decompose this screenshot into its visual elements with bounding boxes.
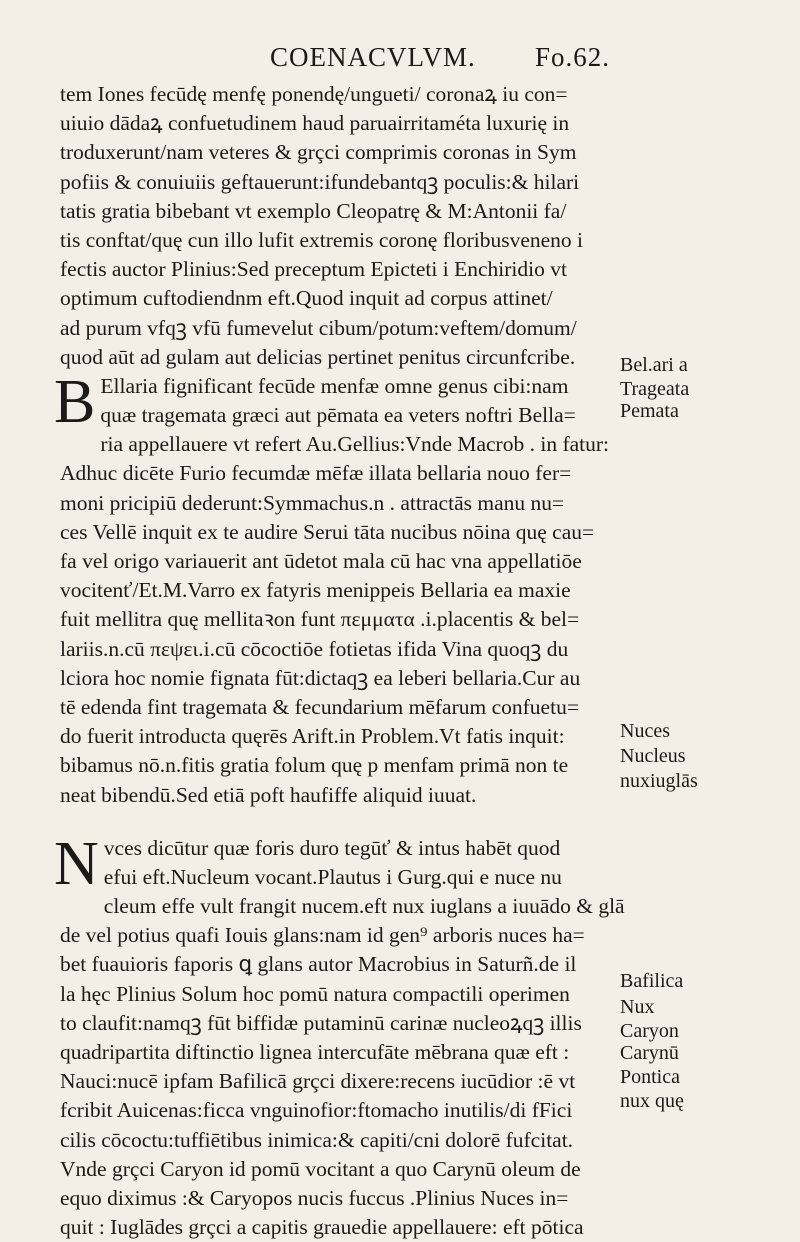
margin-note: nuxiuglās	[620, 770, 698, 792]
text-line: bet fuauioris faporis ꝗ glans autor Macrobius in Saturñ.de il	[60, 952, 577, 977]
text-line: Adhuc dicēte Furio fecumdæ mēfæ illata bellaria nouo fer=	[60, 461, 572, 486]
margin-note: Nuces	[620, 720, 670, 742]
main-text-column	[54, 80, 660, 1242]
margin-note: Nucleus	[620, 745, 686, 767]
margin-note: Bafilica	[620, 970, 684, 992]
running-header	[270, 42, 740, 82]
margin-note: Pontica	[620, 1066, 680, 1088]
paragraph-2	[54, 367, 660, 810]
text-line: quit : Iuglādes grçci a capitis grauedie appellauere: eft pōtica	[60, 1215, 584, 1240]
margin-note: Carynū	[620, 1042, 679, 1064]
text-line: troduxerunt/nam veteres & grçci comprimis coronas in Sym	[60, 140, 577, 165]
text-line: vocitenť/Et.M.Varro ex fatyris menippeis Bellaria ea maxie	[60, 578, 571, 603]
text-line: Vnde grçci Caryon id pomū vocitant a quo Carynū oleum de	[60, 1156, 581, 1181]
text-line: fa vel origo variauerit ant ūdetot mala cū hac vna appellatiōe	[60, 549, 582, 573]
text-line: de vel potius quafi Iouis glans:nam id gen⁹ arboris nuces ha=	[60, 923, 585, 948]
text-line: fcribit Auicenas:ficca vnguinofior:ftomacho inutilis/di fFici	[60, 1098, 573, 1123]
margin-note: Pemata	[620, 400, 679, 422]
folio-number: Fo.62.	[535, 42, 611, 72]
text-line: do fuerit introducta quęrēs Arift.in Problem.Vt fatis inquit:	[60, 724, 565, 749]
text-line: Ellaria fignificant fecūde menfæ omne genus cibi:nam	[100, 373, 569, 398]
text-line: efui eft.Nucleum vocant.Plautus i Gurg.qui e nuce nu	[103, 864, 562, 889]
margin-note: Bel.ari a	[620, 354, 688, 376]
text-line: optimum cuftodiendnm eft.Quod inquit ad corpus attinet/	[60, 286, 553, 311]
paragraph-1	[60, 80, 660, 372]
text-line: ces Vellē inquit ex te audire Serui tāta nucibus nōina quę cau=	[60, 519, 595, 544]
text-line: Nauci:nucē ipfam Bafilicā grçci dixere:recens iucūdior :ē vt	[60, 1069, 576, 1094]
text-line: la hęc Plinius Solum hoc pomū natura compactili operimen	[60, 981, 570, 1006]
text-line: uiuio dādaꝝ confuetudinem haud paruairritaméta luxurię in	[60, 111, 570, 136]
text-line: tē edenda fint tragemata & fecundarium mēfarum confuetu=	[60, 694, 579, 719]
text-line: bibamus nō.n.fitis gratia folum quę p menfam primā non te	[60, 753, 569, 778]
drop-initial: B	[54, 367, 96, 436]
text-line: to claufit:namqꝫ fūt biffidæ putaminū carinæ nucleoꝝqꝫ illis	[60, 1010, 582, 1035]
text-line: quadripartita diftinctio lignea intercufāte mēbrana quæ eft :	[60, 1040, 570, 1064]
text-line: quæ tragemata græci aut pēmata ea veters noftri Bella=	[100, 403, 576, 428]
text-line: quod aūt ad gulam aut delicias pertinet penitus circunfcribe.	[60, 344, 576, 369]
text-line: vces dicūtur quæ foris duro tegūť & intus habēt quod	[103, 835, 561, 860]
text-line: pofiis & conuiuiis geftauerunt:ifundebantqꝫ poculis:& hilari	[60, 169, 580, 194]
text-line: tatis gratia bibebant vt exemplo Cleopatrę & M:Antonii fa/	[60, 198, 567, 223]
margin-note: Caryon	[620, 1020, 679, 1042]
text-line: equo diximus :& Caryopos nucis fuccus .Plinius Nuces in=	[60, 1185, 569, 1210]
text-line: lciora hoc nomie fignata fūt:dictaqꝫ ea leberi bellaria.Cur au	[60, 665, 581, 690]
text-line: moni pricipiū dederunt:Symmachus.n . attractās manu nu=	[60, 490, 565, 515]
margin-note: Trageata	[620, 378, 690, 400]
drop-initial: N	[54, 829, 99, 898]
text-line: tis conftat/quę cun illo lufit extremis coronę floribusveneno i	[60, 227, 584, 252]
text-line: lariis.n.cū πεψει.i.cū cōcoctiōe fotietas ifida Vina quoqꝫ du	[60, 636, 569, 661]
text-line: cleum effe vult frangit nucem.eft nux iuglans a iuuādo & glā	[103, 894, 625, 919]
paragraph-3	[54, 829, 660, 1242]
text-line: neat bibendū.Sed etiā poft haufiffe aliquid iuuat.	[60, 782, 477, 807]
margin-note: nux quę	[620, 1090, 684, 1112]
text-line: ria appellauere vt refert Au.Gellius:Vnde Macrob . in fatur:	[100, 432, 610, 457]
text-line: cilis cōcoctu:tuffiētibus inimica:& capiti/cni dolorē fufcitat.	[60, 1127, 574, 1152]
text-line: tem Iones fecūdę menfę ponendę/ungueti/ coronaꝝ iu con=	[60, 82, 568, 106]
text-line: fuit mellitra quę mellitaꝛon funt πεμματα .i.placentis & bel=	[60, 607, 580, 632]
text-line: fectis auctor Plinius:Sed preceptum Epicteti i Enchiridio vt	[60, 257, 567, 282]
margin-note: Nux	[620, 996, 655, 1018]
running-title: COENACVLVM.	[270, 42, 476, 72]
text-line: ad purum vfqꝫ vfū fumevelut cibum/potum:veftem/domum/	[60, 315, 577, 340]
